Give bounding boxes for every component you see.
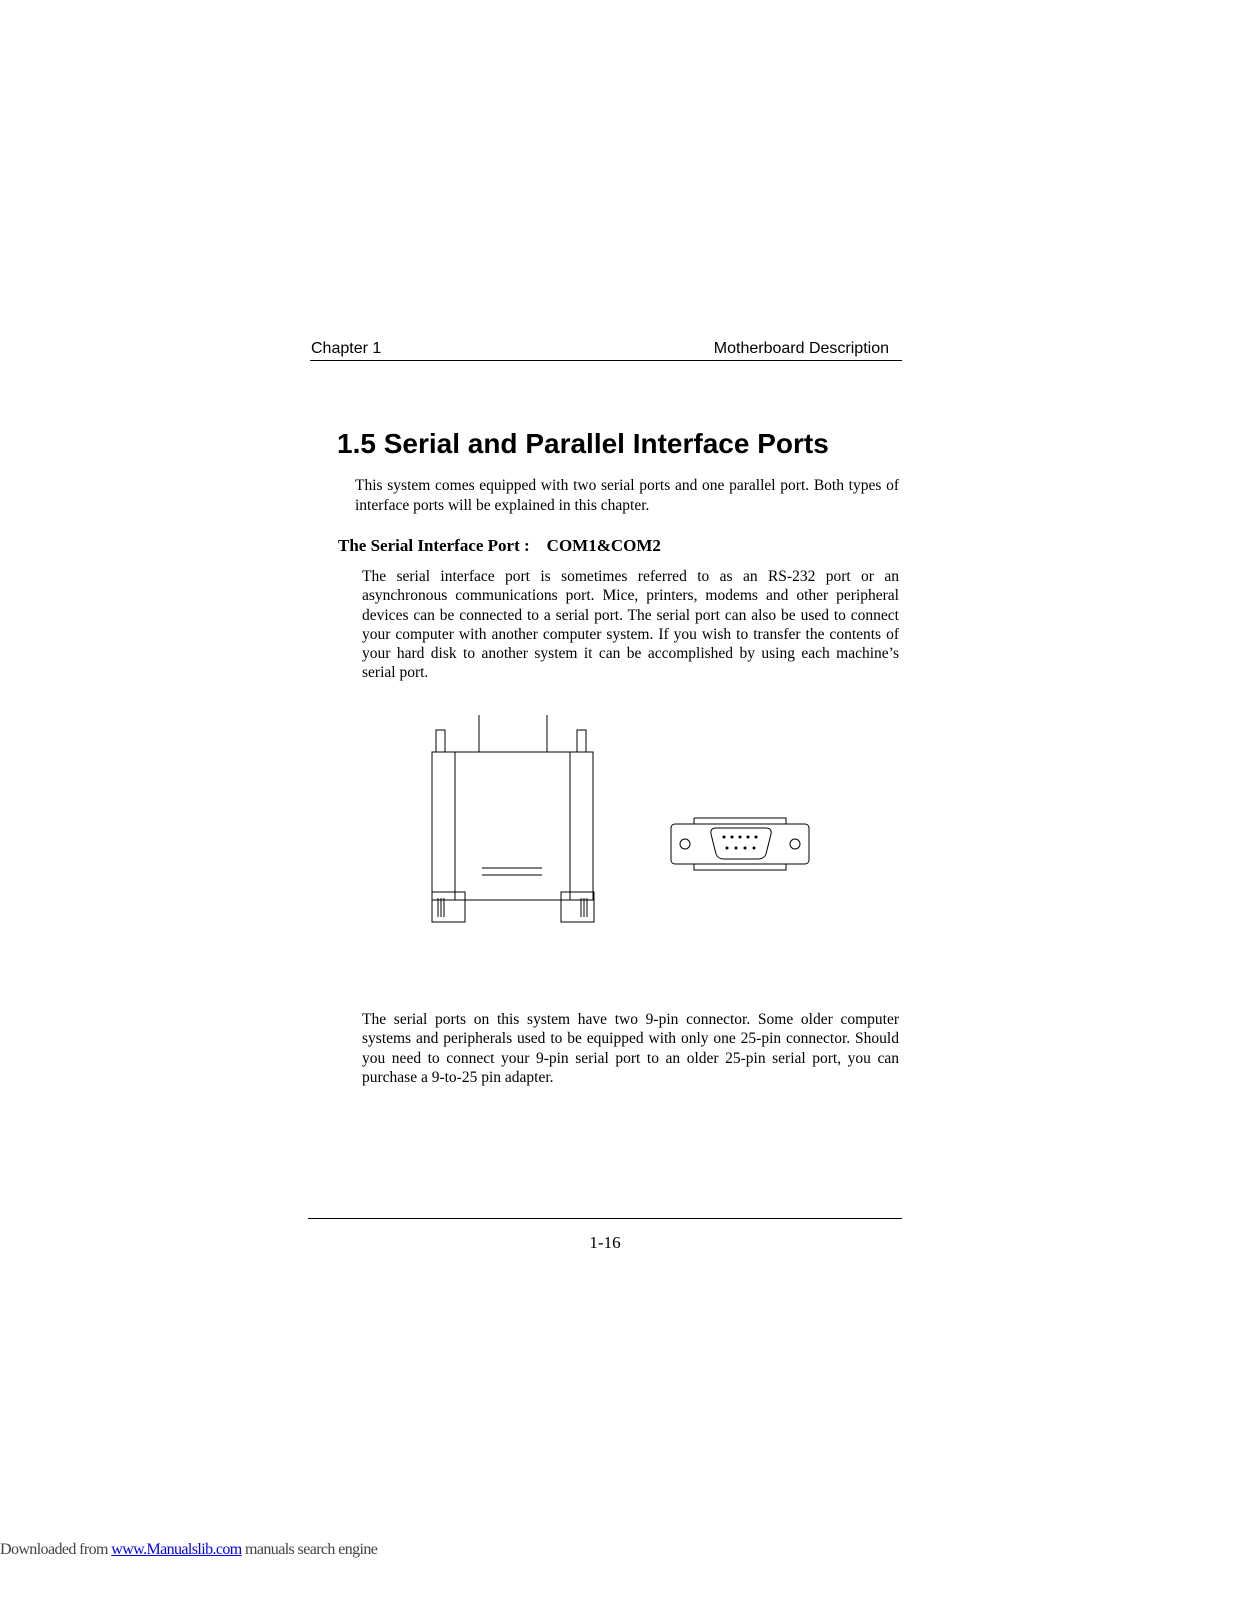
chapter-title: Motherboard Description xyxy=(713,340,889,357)
section-heading: 1.5 Serial and Parallel Interface Ports xyxy=(337,428,829,459)
intro-paragraph: This system comes equipped with two serial ports and one parallel port. Both types of interface ports will be explained in this chapter. xyxy=(355,477,899,514)
serial-port-subheading xyxy=(338,536,661,556)
page-number: 1-16 xyxy=(589,1233,621,1252)
serial-connector-side-view-icon xyxy=(428,712,598,928)
source-link[interactable]: www.Manualslib.com xyxy=(111,1541,242,1558)
source-attribution xyxy=(0,1541,377,1559)
db9-connector-front-view-icon xyxy=(668,814,814,876)
source-suffix: manuals search engine xyxy=(241,1541,378,1558)
source-prefix: Downloaded from xyxy=(0,1541,112,1558)
adapter-paragraph: The serial ports on this system have two 9-pin connector. Some older computer systems and peripherals used to be equipped with only one 25-pin connector. Should you need to connect your 9-pin serial port to an older 25-pin serial port, you can purchase a 9-to-25 pin adapter. xyxy=(362,1011,899,1086)
chapter-label: Chapter 1 xyxy=(311,340,382,357)
subheading-ports: COM1&COM2 xyxy=(546,536,661,555)
page-header xyxy=(310,338,902,361)
serial-description-paragraph: The serial interface port is sometimes referred to as an RS-232 port or an asynchronous communications port. Mice, printers, modems and other peripheral devices can be connected to a serial port. The serial port can also be used to connect your computer with another computer system. If you wish to transfer the contents of your hard disk to another system it can be accomplished by using each machine’s serial port. xyxy=(362,568,899,682)
footer-divider xyxy=(308,1218,902,1219)
subheading-label: The Serial Interface Port : xyxy=(338,536,530,555)
